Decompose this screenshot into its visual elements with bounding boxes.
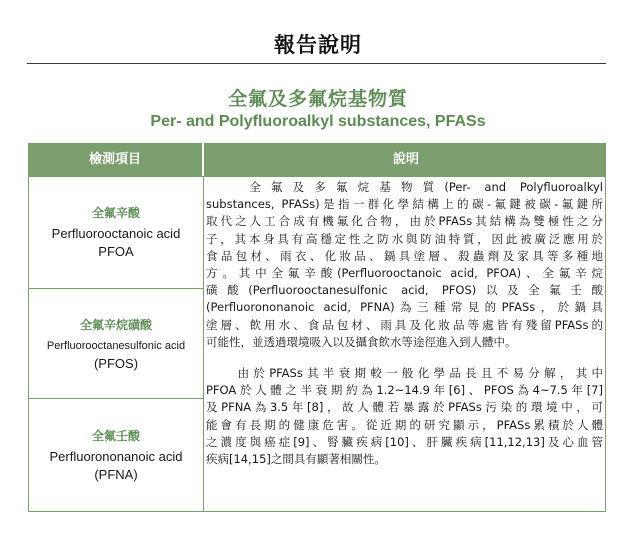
- report-table: [28, 176, 606, 512]
- page-title: 報告說明: [274, 33, 362, 57]
- test-item-pfoa: [29, 177, 203, 288]
- item-abbr: (PFNA): [94, 467, 138, 482]
- description-line: PFOA於人體之半衰期約為1.2~14.9年[6]、PFOS為4~7.5年[7]: [206, 383, 603, 398]
- item-abbr: (PFOS): [93, 355, 139, 371]
- description-line: 及PFNA為3.5年[8]，故人體若暴露於PFASs污染的環境中，可: [206, 400, 603, 415]
- item-name-en: Perfluorononanoic acid: [49, 449, 183, 464]
- description-line: 方。其中全氟辛酸(Perfluorooctanoic acid, PFOA)、全氟辛烷: [206, 266, 603, 281]
- table-header: [28, 143, 606, 176]
- section-title-en: Per- and Polyfluoroalkyl substances, PFASs: [150, 113, 486, 130]
- description-line: 全氟及多氟烷基物質(Per- and Polyfluoroalkyl: [206, 180, 603, 194]
- description-line: 之濃度與癌症[9]、腎臟疾病[10]、肝臟疾病[11,12,13]及心血管: [206, 434, 603, 449]
- header-description: 說明: [202, 143, 608, 176]
- description-line: substances, PFASs)是指一群化學結構上的碳-氟鍵被碳-氟鍵所: [206, 197, 603, 212]
- description-line: 取代之人工合成有機氟化合物，由於PFASs其結構為雙極性之分: [206, 214, 603, 229]
- description-line: (Perfluorononanoic acid, PFNA)為三種常見的PFASs，於鍋具: [206, 300, 603, 315]
- description-text: [206, 179, 603, 468]
- description-line: 食品包材、雨衣、化妝品、鍋具塗層、殺蟲劑及家具等多種地: [206, 248, 603, 263]
- description-line: 可能性，並透過環境吸入以及攝食飲水等途徑進入到人體中。: [206, 334, 517, 349]
- paragraph-gap: [206, 351, 603, 365]
- description-line: 子，其本身具有高穩定性之防水與防油特質，因此被廣泛應用於: [206, 231, 603, 246]
- item-name-en: Perfluorooctanesulfonic acid: [46, 339, 186, 352]
- description-line: 疾病[14,15]之間具有顯著相關性。: [206, 452, 386, 467]
- test-item-pfos: [29, 288, 203, 399]
- item-name-zh: 全氟辛酸: [91, 206, 140, 220]
- test-item-pfna: [29, 398, 203, 512]
- section-title-zh: 全氟及多氟烷基物質: [227, 88, 408, 110]
- title-underline: [27, 63, 606, 64]
- description-line: 磺酸(Perfluorooctanesulfonic acid, PFOS)以及全氟壬酸: [206, 283, 603, 298]
- description-line: 塗層、飲用水、食品包材、雨具及化妝品等處皆有殘留PFASs的: [206, 317, 603, 332]
- item-abbr: PFOA: [98, 244, 134, 259]
- item-name-zh: 全氟壬酸: [91, 429, 140, 443]
- item-name-en: Perfluorooctanoic acid: [51, 226, 181, 241]
- description-line: 由於PFASs其半衰期較一般化學品長且不易分解，其中: [206, 366, 603, 381]
- item-name-zh: 全氟辛烷磺酸: [79, 317, 152, 332]
- description-line: 能會有長期的健康危害。從近期的研究顯示，PFASs累積於人體: [206, 417, 603, 432]
- header-test-item: 檢測項目: [88, 152, 141, 167]
- test-items-column: [29, 177, 204, 511]
